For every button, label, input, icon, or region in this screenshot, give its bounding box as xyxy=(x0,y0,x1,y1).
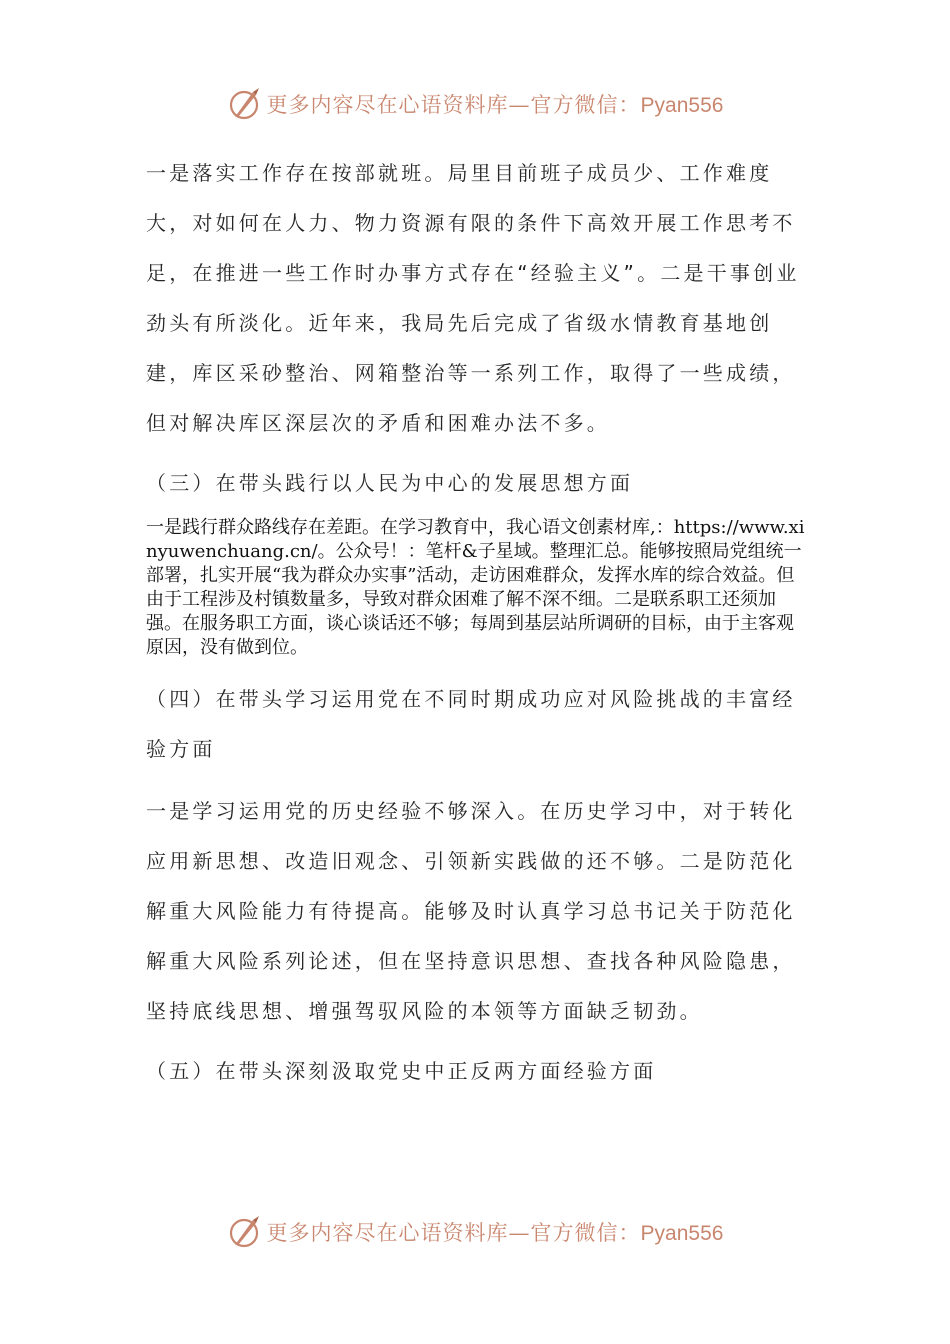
paragraph-mass-line: 一是践行群众路线存在差距。在学习教育中，我心语文创素材库,：https://www.xinyuwenchuang.cn/。公众号！：笔杆&子星域。整理汇总。能够按照局党组统一部署，扎实开展“我为群众办实事”活动，走访困难群众，发挥水库的综合效益。但由于工程涉及村镇数量多，导致对群众困难了解不深不细。二是联系职工还须加强。在服务职工方面，谈心谈话还不够；每周到基层站所调研的目标，由于主客观原因，没有做到位。 xyxy=(146,517,805,658)
section-heading-3: （三）在带头践行以人民为中心的发展思想方面 xyxy=(146,471,634,495)
banner-text: 更多内容尽在心语资料库—官方微信：Pyan556 xyxy=(266,1221,724,1245)
section-heading-5: （五）在带头深刻汲取党史中正反两方面经验方面 xyxy=(146,1059,657,1083)
document-body xyxy=(146,148,806,1096)
quill-pen-circle-icon xyxy=(227,86,263,122)
paragraph-implementation: 一是落实工作存在按部就班。局里目前班子成员少、工作难度大，对如何在人力、物力资源有限的条件下高效开展工作思考不足，在推进一些工作时办事方式存在“经验主义”。二是干事创业劲头有所淡化。近年来，我局先后完成了省级水情教育基地创建，库区采砂整治、网箱整治等一系列工作，取得了一些成绩，但对解决库区深层次的矛盾和困难办法不多。 xyxy=(146,161,800,435)
footer-watermark-banner xyxy=(0,1212,950,1252)
wechat-id: Pyan556 xyxy=(640,1222,724,1245)
banner-text: 更多内容尽在心语资料库—官方微信：Pyan556 xyxy=(266,93,724,117)
paragraph-risk: 一是学习运用党的历史经验不够深入。在历史学习中，对于转化应用新思想、改造旧观念、引领新实践做的还不够。二是防范化解重大风险能力有待提高。能够及时认真学习总书记关于防范化解重大风险系列论述，但在坚持意识思想、查找各种风险隐患，坚持底线思想、增强驾驭风险的本领等方面缺乏韧劲。 xyxy=(146,799,796,1023)
wechat-id: Pyan556 xyxy=(640,94,724,117)
section-heading-4: （四）在带头学习运用党在不同时期成功应对风险挑战的丰富经验方面 xyxy=(146,687,796,761)
quill-pen-circle-icon xyxy=(227,1214,263,1250)
header-watermark-banner xyxy=(0,84,950,124)
